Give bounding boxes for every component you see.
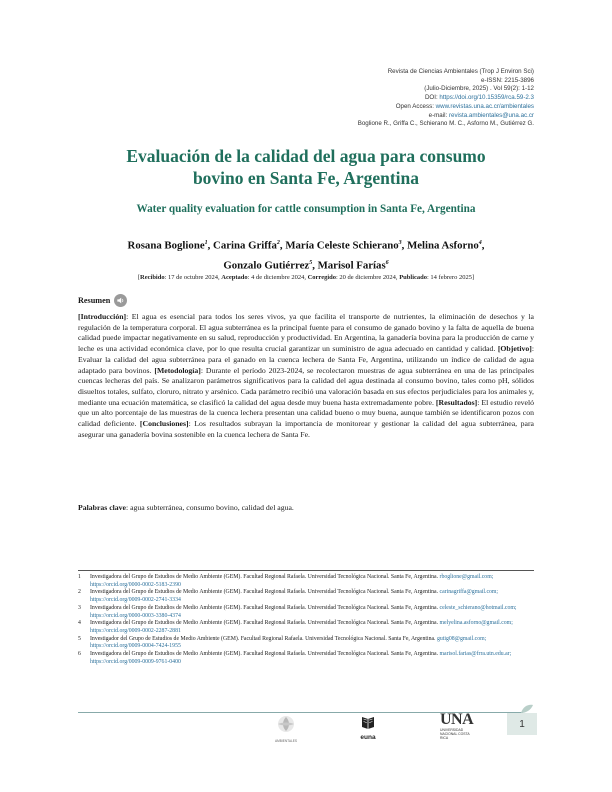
una-logo-subtext: UNIVERSIDAD NACIONAL COSTA RICA — [440, 728, 470, 740]
author-name: Gonzalo Gutiérrez — [223, 259, 310, 272]
doi-label: DOI: — [424, 94, 440, 102]
author-name: Marisol Farías — [317, 259, 386, 272]
objective-label: [Objetivo] — [497, 344, 532, 354]
author-separator: , — [312, 259, 318, 272]
author-name: Melina Asforno — [407, 239, 479, 252]
received-date: : 17 de octubre 2024, — [164, 274, 222, 281]
published-date: : 14 febrero 2025] — [427, 274, 475, 281]
footnote-affiliation: Investigadora del Grupo de Estudios de Medio Ambiente (GEM). Facultad Regional Rafaela. Universidad Tecnológica Nacional. Santa Fe, Argentina. — [90, 651, 440, 658]
footnote-text — [90, 636, 534, 651]
corrected-label: Corregido — [307, 274, 336, 281]
footnote-contact[interactable]: gutig08@gmail.com; https://orcid.org/0009-0004-7424-1955 — [90, 635, 487, 650]
footnote-contact[interactable]: melyelina.asforno@gmail.com; https://orcid.org/0009-0002-2287-2881 — [90, 620, 513, 634]
journal-eissn: e-ISSN: 2215-3896 — [481, 76, 534, 84]
open-access-label: Open Access: — [395, 102, 436, 110]
footnote-item — [78, 605, 534, 620]
footnote-contact[interactable]: marisol.farias@frra.utn.edu.ar; https://orcid.org/0009-0009-9761-0400 — [90, 651, 512, 665]
footnotes — [78, 574, 534, 666]
footnote-text — [90, 574, 534, 589]
conclusions-label: [Conclusiones] — [139, 419, 189, 429]
method-label: [Metodología] — [154, 365, 201, 375]
email-line — [204, 112, 534, 121]
dates-bracket: [ — [137, 274, 141, 281]
article-dates — [60, 274, 552, 281]
results-label: [Resultados] — [435, 397, 478, 407]
corrected-date: : 20 de diciembre 2024, — [336, 274, 400, 281]
ambientales-emblem-icon — [275, 714, 297, 734]
footnote-number: 2 — [78, 589, 81, 596]
author-line-2 — [60, 255, 552, 275]
footnote-number: 4 — [78, 620, 81, 627]
euna-book-icon — [360, 714, 376, 730]
footnote-affiliation: Investigadora del Grupo de Estudios de Medio Ambiente (GEM). Facultad Regional Rafaela. Universidad Tecnológica Nacional. Santa Fe, Argentina. — [90, 574, 440, 580]
footnote-item — [78, 574, 534, 589]
footnote-divider — [78, 570, 534, 571]
author-separator: , — [481, 239, 485, 252]
doi-link[interactable]: https://doi.org/10.15359/rca.59-2.3 — [439, 94, 534, 102]
open-access-link[interactable]: www.revistas.una.ac.cr/ambientales — [435, 102, 534, 110]
author-name: Rosana Boglione — [127, 239, 205, 252]
email-link[interactable]: revista.ambientales@una.ac.cr — [448, 111, 534, 119]
author-affiliation-sup: 5 — [309, 259, 313, 266]
footnote-text — [90, 620, 534, 635]
author-separator: , — [401, 239, 408, 252]
received-label: Recibido — [140, 274, 165, 281]
author-line-1 — [60, 235, 552, 255]
una-logo-text: UNA — [440, 711, 474, 728]
footnote-contact[interactable]: carinagriffa@gmail.com; https://orcid.org/0009-0002-2741-3334 — [90, 589, 499, 604]
euna-logo — [355, 714, 381, 741]
footnote-affiliation: Investigador del Grupo de Estudios de Medio Ambiente (GEM). Facultad Regional Rafaela. Universidad Tecnológica Nacional. Santa Fe, Argentina. — [90, 635, 437, 642]
objective-text: : Evaluar la calidad del agua subterránea para el ganado en la cuenca lechera de Santa Fe, Argentina, utilizando un índice de calidad de agua adaptado para bovinos. — [78, 344, 534, 375]
author-affiliation-sup: 2 — [276, 240, 280, 246]
open-access-line — [204, 103, 534, 112]
footnote-affiliation: Investigadora del Grupo de Estudios de Medio Ambiente (GEM). Facultad Regional Rafaela. Universidad Tecnológica Nacional. Santa Fe, Argentina. — [90, 589, 440, 596]
accepted-label: Aceptado — [221, 274, 248, 281]
author-affiliation-sup: 4 — [478, 240, 482, 246]
english-title: Water quality evaluation for cattle consumption in Santa Fe, Argentina — [136, 203, 476, 215]
author-name: Carina Griffa — [213, 239, 277, 252]
journal-name: Revista de Ciencias Ambientales (Trop J Environ Sci) — [387, 68, 534, 75]
speaker-glyph-icon — [116, 296, 125, 305]
footnote-number: 3 — [78, 604, 81, 611]
footnote-text — [90, 605, 534, 620]
ambientales-logo — [266, 714, 306, 743]
conclusions-text: : Los resultados subrayan la importancia de monitorear y gestionar la calidad del agua subterránea, para asegurar una ganadería bovina sostenible en la cuenca lechera de Santa Fe. — [78, 419, 534, 439]
author-affiliation-sup: 3 — [398, 240, 402, 246]
resumen-heading — [78, 294, 127, 307]
footnote-affiliation: Investigadora del Grupo de Estudios de Medio Ambiente (GEM). Facultad Regional Rafaela. Universidad Tecnológica Nacional. Santa Fe, Argentina. — [90, 620, 440, 627]
method-text: : Durante el período 2023-2024, se recolectaron muestras de agua subterránea en una de las principales cuencas lecheras del país. Se analizaron parámetros significativos para la calidad del agua destinada al consumo bovino, tales como pH, sólidos disueltos totales, sulfato, cloruro, nitrato y arsénico. Cada parámetro recibió una valoración basada en sus efectos perjudiciales para los animales y, mediante una ecuación matemática, se clasificó la calidad del agua desde muy buena hasta extremadamente pobre. — [78, 365, 534, 407]
journal-issue: (Julio-Diciembre, 2025) . Vol 59(2): 1-12 — [424, 85, 534, 93]
page-number: 1 — [507, 713, 537, 735]
intro-label: [Introducción] — [78, 312, 127, 321]
footnote-contact[interactable]: celeste_schierano@hotmail.com; https://orcid.org/0000-0003-3380-4374 — [90, 604, 517, 619]
title-line-1: Evaluación de la calidad del agua para consumo — [126, 146, 486, 166]
published-label: Publicado — [399, 274, 427, 281]
email-label: e-mail: — [428, 111, 449, 119]
footnote-item — [78, 636, 534, 651]
keywords-label: Palabras clave — [78, 503, 126, 512]
accepted-date: : 4 de diciembre 2024, — [247, 274, 308, 281]
speaker-icon[interactable] — [114, 294, 127, 307]
doi-line — [204, 94, 534, 103]
footnote-text — [90, 651, 534, 666]
author-affiliation-sup: 1 — [204, 240, 208, 246]
author-list — [60, 235, 552, 274]
footnote-number: 6 — [78, 651, 81, 658]
journal-header — [204, 68, 534, 129]
author-separator: , — [207, 239, 214, 252]
una-logo — [440, 712, 474, 740]
keywords — [78, 503, 534, 514]
short-citation: Boglione R., Griffa C., Schierano M. C., Asforno M., Gutiérrez G. — [357, 120, 534, 128]
euna-logo-text: euna — [360, 734, 376, 741]
footnote-affiliation: Investigadora del Grupo de Estudios de Medio Ambiente (GEM). Facultad Regional Rafaela. Universidad Tecnológica Nacional. Santa Fe, Argentina. — [90, 604, 440, 611]
footnote-contact[interactable]: rboglione@gmail.com; https://orcid.org/0000-0002-5183-2390 — [90, 574, 494, 588]
footnote-item — [78, 589, 534, 604]
keywords-text: : agua subterránea, consumo bovino, calidad del agua. — [126, 503, 294, 512]
ambientales-logo-text: AMBIENTALES — [274, 739, 298, 743]
resumen-label: Resumen — [78, 296, 111, 305]
intro-text: : El agua es esencial para todos los seres vivos, ya que facilita el transporte de nutrientes, la eliminación de desechos y la regulación de la temperatura corporal. El agua subterránea es la principal fuente para el consumo de ganado bovino y la falta de aquella de buena calidad puede impactar negativamente en su salud, reproducción y productividad. En Argentina, la ganadería bovina para la producción de carne y leche es una actividad económica clave, por lo que resulta crucial garantizar un suministro de agua adecuado en cantidad y calidad. — [78, 312, 534, 354]
author-affiliation-sup: 6 — [385, 259, 389, 266]
abstract-body — [78, 312, 534, 440]
footnote-number: 5 — [78, 635, 81, 642]
title-line-2: bovino en Santa Fe, Argentina — [192, 168, 420, 188]
author-separator: , — [279, 239, 286, 252]
footnote-text — [90, 589, 534, 604]
author-name: María Celeste Schierano — [285, 239, 399, 252]
footnote-number: 1 — [78, 574, 81, 580]
footnote-item — [78, 651, 534, 666]
footnote-item — [78, 620, 534, 635]
article-title — [60, 145, 552, 189]
results-text: : El estudio reveló que un alto porcentaje de las muestras de la cuenca lechera presentan una calidad bueno o muy buena, aunque también se identificaron pozos con calidad deficiente. — [78, 397, 535, 429]
